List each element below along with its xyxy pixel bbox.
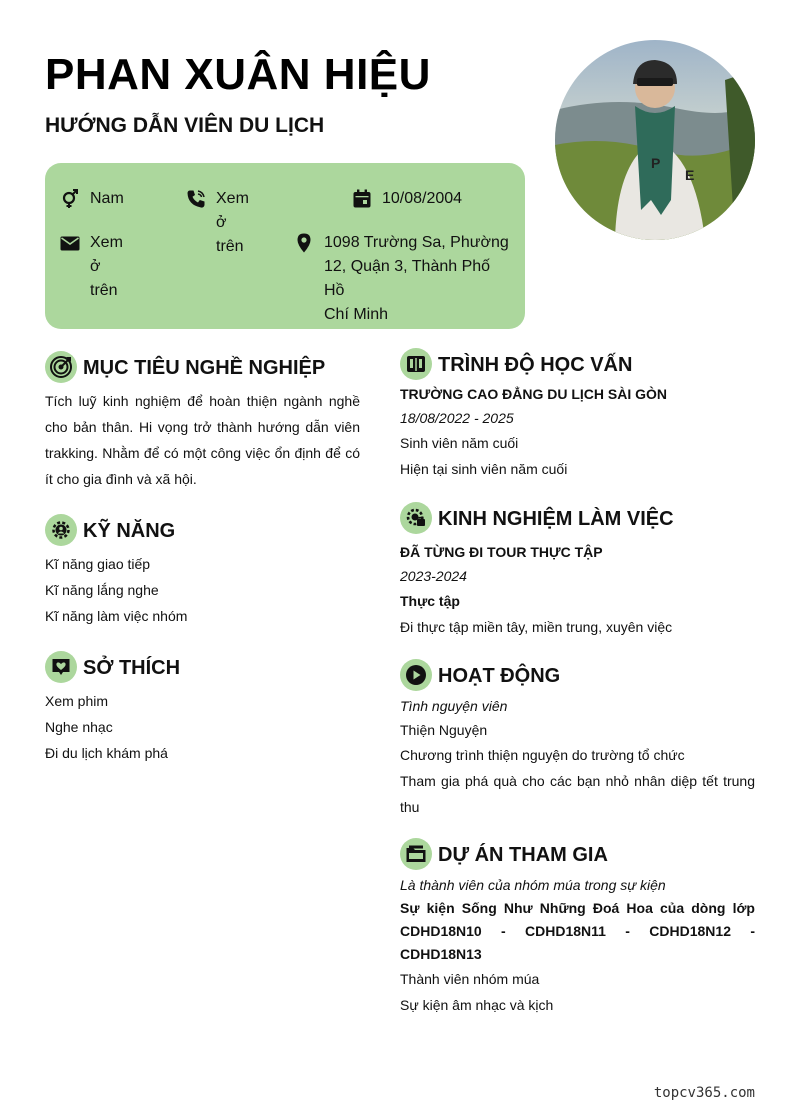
objective-line: ít cho gia đình và xã hội. — [45, 471, 197, 487]
gender-icon — [60, 189, 80, 209]
job-title: HƯỚNG DẪN VIÊN DU LỊCH — [45, 114, 325, 137]
skills-title: KỸ NĂNG — [83, 520, 176, 542]
activity-desc: thu — [400, 799, 420, 815]
hobby-item: Xem phim — [45, 693, 109, 709]
project-name-line: CDHD18N13 — [400, 946, 482, 962]
objective-title: MỤC TIÊU NGHỀ NGHIỆP — [83, 357, 326, 379]
activity-desc: Chương trình thiện nguyện do trường tổ chức — [400, 747, 685, 763]
experience-period: 2023-2024 — [400, 568, 467, 584]
activity-role: Tình nguyện viên — [400, 698, 508, 714]
activities-section — [400, 659, 755, 820]
experience-role: Thực tập — [400, 593, 460, 609]
project-desc: Sự kiện âm nhạc và kịch — [400, 997, 554, 1013]
hobby-item: Đi du lịch khám phá — [45, 745, 168, 761]
address-line-3: Chí Minh — [324, 306, 389, 323]
education-title: TRÌNH ĐỘ HỌC VẤN — [438, 354, 633, 376]
svg-text:P: P — [651, 155, 661, 171]
address-line-2: 12, Quận 3, Thành Phố Hồ — [324, 258, 491, 299]
activity-org: Thiện Nguyện — [400, 722, 488, 738]
heart-message-icon — [45, 651, 77, 683]
gender-value: Nam — [90, 190, 124, 207]
experience-title: KINH NGHIỆM LÀM VIỆC — [438, 508, 674, 530]
gear-icon — [45, 514, 77, 546]
education-period: 18/08/2022 - 2025 — [400, 410, 514, 426]
objective-line: trakking. Nhằm để có một công việc ổn định để có — [45, 445, 360, 461]
activity-desc: Tham gia phá quà cho các bạn nhỏ nhân diệp tết trung — [400, 773, 755, 789]
project-name-line: Sự kiện Sống Như Những Đoá Hoa của dòng lớp — [400, 900, 755, 916]
svg-text:E: E — [685, 167, 695, 183]
hobbies-section — [45, 651, 360, 766]
education-desc: Sinh viên năm cuối — [400, 435, 519, 451]
envelope-icon — [60, 233, 80, 253]
phone-icon — [186, 189, 206, 209]
experience-section — [400, 502, 755, 640]
contact-info-box — [45, 163, 525, 329]
folder-icon — [400, 838, 432, 870]
calendar-icon — [352, 189, 372, 209]
project-name-line: CDHD18N10 - CDHD18N11 - CDHD18N12 - — [400, 923, 755, 939]
objective-line: Tích luỹ kinh nghiệm để hoàn thiện ngành nghề — [45, 393, 360, 409]
objective-line: cho bản thân. Hi vọng trở thành hướng dẫn viên — [45, 419, 360, 435]
location-pin-icon — [294, 233, 314, 253]
skill-item: Kĩ năng làm việc nhóm — [45, 608, 188, 624]
school-name: TRƯỜNG CAO ĐẲNG DU LỊCH SÀI GÒN — [400, 386, 667, 402]
objective-section — [45, 351, 360, 492]
project-desc: Thành viên nhóm múa — [400, 971, 540, 987]
education-section — [400, 348, 755, 482]
activities-title: HOẠT ĐỘNG — [438, 665, 561, 687]
skill-item: Kĩ năng giao tiếp — [45, 556, 151, 572]
education-desc: Hiện tại sinh viên năm cuối — [400, 461, 568, 477]
experience-desc: Đi thực tập miền tây, miền trung, xuyên việc — [400, 619, 673, 635]
projects-title: DỰ ÁN THAM GIA — [438, 844, 608, 866]
play-icon — [400, 659, 432, 691]
profile-photo — [555, 40, 755, 240]
hobby-item: Nghe nhạc — [45, 719, 113, 735]
candidate-name: PHAN XUÂN HIỆU — [45, 50, 431, 99]
birthday-value: 10/08/2004 — [382, 190, 463, 207]
skill-item: Kĩ năng lắng nghe — [45, 582, 159, 598]
hobbies-title: SỞ THÍCH — [83, 657, 181, 679]
project-role: Là thành viên của nhóm múa trong sự kiện — [400, 877, 666, 893]
phone-value: Xem ở trên — [216, 190, 249, 255]
gear-settings-icon — [400, 502, 432, 534]
experience-company: ĐÃ TỪNG ĐI TOUR THỰC TẬP — [400, 544, 603, 560]
projects-section — [400, 838, 755, 1018]
email-value: Xem ở trên — [90, 234, 123, 299]
address-line-1: 1098 Trường Sa, Phường — [324, 234, 509, 251]
book-icon — [400, 348, 432, 380]
target-icon — [45, 351, 77, 383]
skills-section — [45, 514, 360, 629]
watermark: topcv365.com — [653, 1085, 755, 1101]
